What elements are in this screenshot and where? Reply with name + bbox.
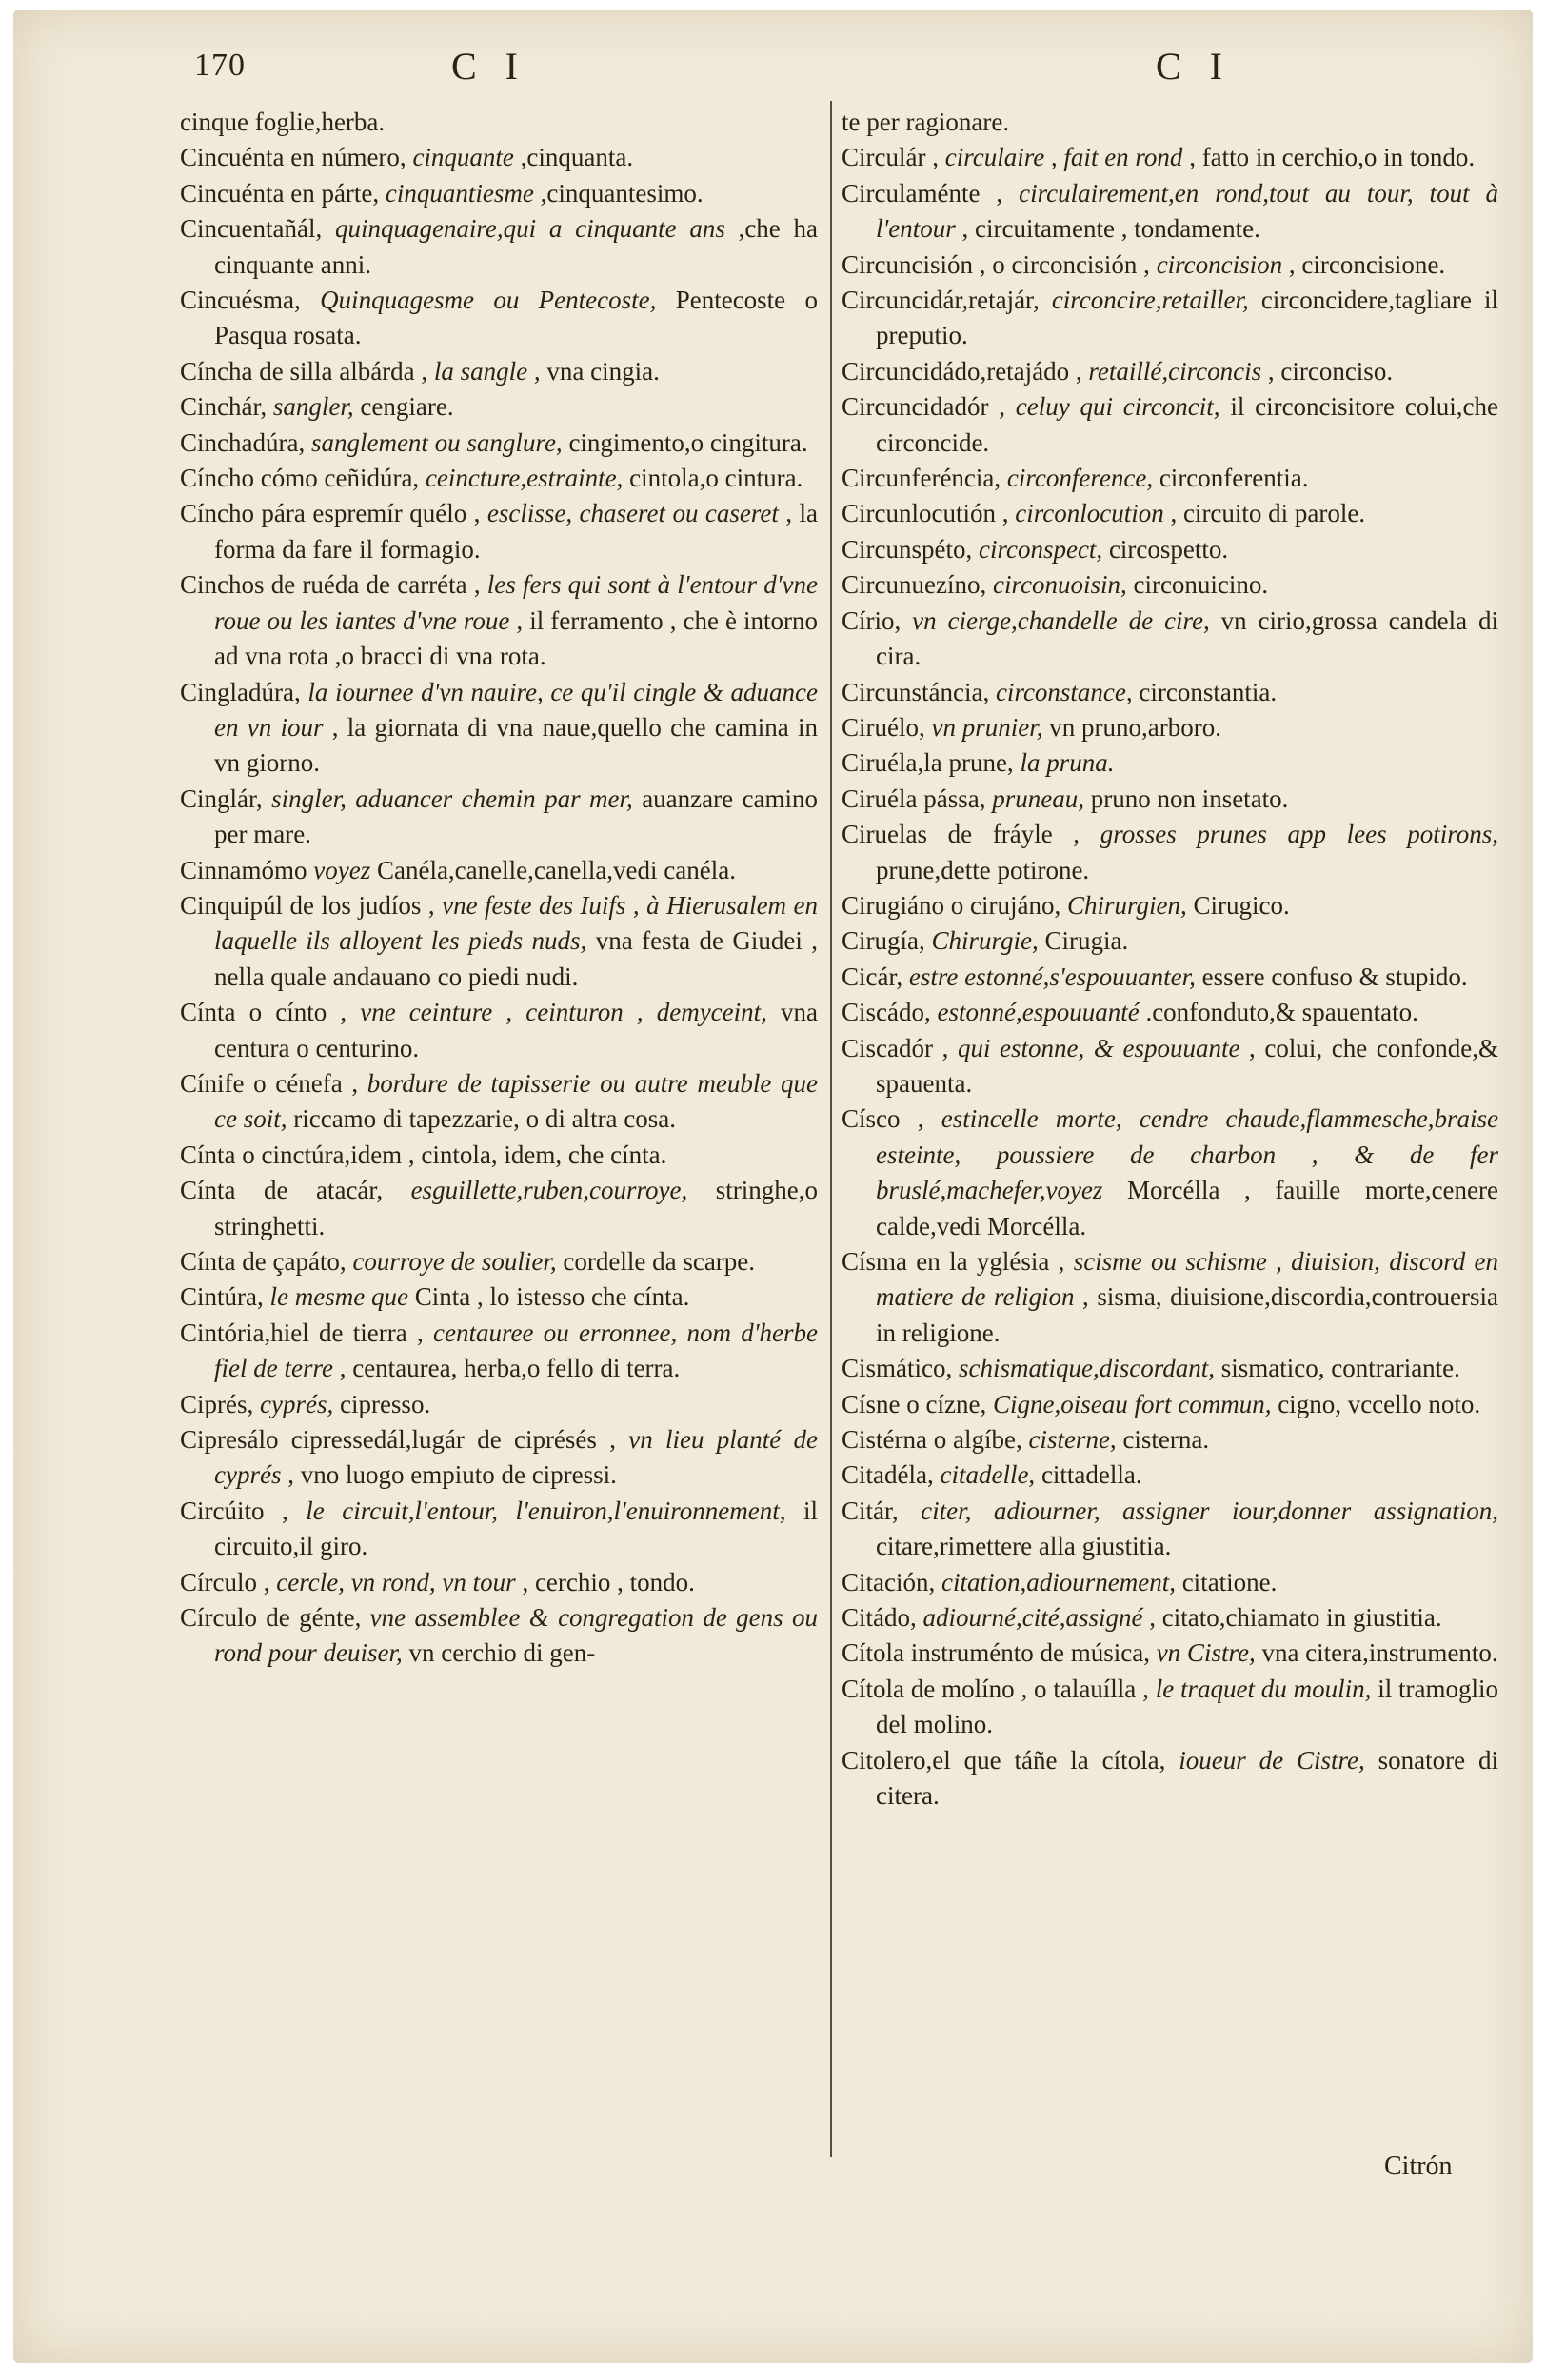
entry-headword: Cínta o cinctúra,idem , cintola, idem, che cínta. [180, 1140, 667, 1169]
entry-french: la iournee d'vn nauire, ce qu'il cingle & aduance en vn iour [214, 677, 818, 742]
entry-headword: Ciscádo, [842, 998, 931, 1027]
entry-french: vne assemblee & congregation de gens ou rond pour deuiser, [214, 1603, 818, 1668]
entry-headword: Cintúra, [180, 1282, 264, 1312]
entry-headword: Circulaménte , [842, 178, 1003, 208]
dictionary-entry [842, 389, 1498, 461]
dictionary-entry [842, 1351, 1498, 1386]
entry-italian: , circonciso. [1267, 356, 1394, 386]
entry-headword: Ciruéla pássa, [842, 783, 986, 813]
entry-italian: essere confuso & stupido. [1201, 962, 1468, 991]
entry-italian: , fatto in cerchio,o in tondo. [1189, 143, 1476, 172]
dictionary-entry [842, 1600, 1498, 1636]
dictionary-entry [842, 1636, 1498, 1671]
entry-french: circonspect, [978, 534, 1103, 564]
entry-italian: , colui, che confonde,& spauenta. [876, 1033, 1499, 1098]
entry-headword: Císma en la yglésia , [842, 1247, 1065, 1276]
dictionary-entry [180, 782, 818, 853]
entry-headword: Cincuentañál, [180, 214, 323, 244]
entry-headword: Circuncidádo,retajádo , [842, 356, 1082, 386]
entry-italian: , centaurea, herba,o fello di terra. [339, 1354, 681, 1383]
entry-italian: Pentecoste o Pasqua rosata. [214, 286, 818, 350]
entry-headword: Cíncha de silla albárda , [180, 356, 428, 386]
entry-italian: Cirugia. [1044, 926, 1129, 956]
entry-french: circonuoisin, [992, 570, 1127, 600]
entry-headword: Ciprés, [180, 1389, 254, 1418]
entry-french: scisme ou schisme , diuision, discord en matiere de religion [876, 1247, 1499, 1312]
left-column [180, 105, 818, 1672]
dictionary-entry [842, 1494, 1498, 1565]
entry-italian: cigno, vccello noto. [1278, 1389, 1481, 1418]
entry-italian: , circoncisione. [1288, 249, 1446, 279]
entry-french: singler, aduancer chemin par mer, [271, 783, 633, 813]
entry-french: celuy qui circoncit, [1015, 392, 1220, 422]
entry-italian: cittadella. [1041, 1460, 1142, 1490]
entry-french: Cigne,oiseau fort commun, [992, 1389, 1272, 1418]
dictionary-entry [842, 1387, 1498, 1422]
entry-french: vne ceinture , ceinturon , demyceint, [360, 998, 767, 1027]
entry-french: Chirurgie, [931, 926, 1039, 956]
entry-headword: Ciscadór , [842, 1033, 949, 1062]
dictionary-entry [842, 710, 1498, 745]
entry-headword: Cínta de çapáto, [180, 1247, 347, 1276]
entry-italian: ,cinquantesimo. [540, 178, 704, 208]
dictionary-entry [842, 1031, 1498, 1102]
dictionary-entry [842, 745, 1498, 781]
dictionary-page [13, 10, 1533, 2363]
entry-french: centauree ou erronnee, nom d'herbe fiel de terre [214, 1318, 819, 1383]
entry-headword: Circuncidadór , [842, 392, 1005, 422]
entry-french: sangler, [272, 392, 354, 422]
dictionary-entry [842, 888, 1498, 923]
entry-italian: vn pruno,arboro. [1049, 712, 1221, 742]
dictionary-entry [842, 1422, 1498, 1458]
entry-headword: Cítola instruménto de música, [842, 1638, 1150, 1668]
dictionary-entry [180, 888, 818, 995]
entry-headword: Citár, [842, 1496, 899, 1525]
dictionary-entry [842, 1743, 1498, 1815]
page-number: 170 [194, 48, 246, 83]
dictionary-entry [842, 1565, 1498, 1600]
entry-italian: vn cerchio di gen- [408, 1638, 596, 1668]
entry-italian: circospetto. [1108, 534, 1229, 564]
dictionary-entry [842, 461, 1498, 496]
entry-french: vn cierge,chandelle de cire, [912, 605, 1210, 635]
dictionary-entry [180, 675, 818, 782]
entry-headword: Cinglár, [180, 783, 263, 813]
dictionary-entry [180, 354, 818, 389]
entry-italian: circonuicino. [1133, 570, 1269, 600]
dictionary-entry [180, 1316, 818, 1387]
dictionary-entry [842, 960, 1498, 995]
entry-headword: Cinquipúl de los judíos , [180, 890, 435, 920]
entry-french: ceincture,estrainte, [425, 464, 624, 493]
entry-headword: Cíncho pára espremír quélo , [180, 499, 481, 528]
entry-french: Quinquagesme ou Pentecoste, [320, 286, 657, 315]
entry-headword: Ciruéla,la prune, [842, 748, 1014, 778]
entry-headword: Circuncisión , o circoncisión , [842, 249, 1150, 279]
dictionary-entry [180, 995, 818, 1066]
entry-headword: Cinchos de ruéda de carréta , [180, 570, 481, 600]
dictionary-entry [180, 1279, 818, 1315]
entry-italian: circoncidere,tagliare il preputio. [876, 286, 1499, 350]
entry-french: pruneau, [992, 783, 1084, 813]
entry-headword: Circuncidár,retajár, [842, 286, 1040, 315]
entry-italian: Cinta , lo istesso che cínta. [414, 1282, 690, 1312]
dictionary-entry [842, 1244, 1498, 1351]
entry-french: vne feste des Iuifs , à Hierusalem en laquelle ils alloyent les pieds nuds, [214, 890, 818, 956]
entry-italian: , vno luogo empiuto de cipressi. [287, 1460, 617, 1490]
dictionary-entry [180, 1138, 818, 1173]
entry-italian: , citato,chiamato in giustitia. [1149, 1603, 1442, 1633]
entry-italian: , cerchio , tondo. [522, 1567, 695, 1597]
dictionary-entry [180, 853, 818, 888]
dictionary-entry [180, 389, 818, 425]
entry-italian: auanzare camino per mare. [214, 783, 819, 849]
entry-french: estonné,espouuanté [937, 998, 1140, 1027]
entry-headword: Cincuénta en número, [180, 143, 406, 172]
dictionary-entry [180, 461, 818, 496]
entry-headword: Circunlocutión , [842, 499, 1009, 528]
entry-headword: Circunferéncia, [842, 464, 1001, 493]
dictionary-entry [842, 140, 1498, 175]
entry-italian: riccamo di tapezzarie, o di altra cosa. [293, 1104, 677, 1134]
dictionary-entry [180, 1422, 818, 1494]
entry-french: grosses prunes app lees potirons, [1100, 820, 1498, 849]
entry-french: circoncire,retailler, [1051, 286, 1249, 315]
entry-italian: sonatore di citera. [876, 1745, 1498, 1811]
entry-italian: , il ferramento , che è intorno ad vna rota ,o bracci di vna rota. [214, 605, 818, 671]
entry-french: esguillette,ruben,courroye, [410, 1176, 688, 1205]
entry-french: cinquante [412, 143, 514, 172]
dictionary-entry [842, 567, 1498, 603]
entry-french: vn lieu planté de cyprés [214, 1425, 819, 1490]
entry-headword: Cinchadúra, [180, 427, 306, 457]
entry-italian: vna festa de Giudei , nella quale andauano co piedi nudi. [214, 926, 819, 991]
entry-french: cyprés, [260, 1389, 334, 1418]
entry-italian: cingimento,o cingitura. [568, 427, 808, 457]
entry-italian: , la forma da fare il formagio. [214, 499, 819, 564]
entry-italian: vn cirio,grossa candela di cira. [876, 605, 1499, 671]
entry-headword: Cirugiáno o cirujáno, [842, 890, 1061, 920]
entry-italian: il circoncisitore colui,che circoncide. [876, 392, 1499, 457]
entry-french: les fers qui sont à l'entour d'vne roue ou les iantes d'vne roue [214, 570, 818, 635]
entry-headword: Circunspéto, [842, 534, 973, 564]
entry-italian: pruno non insetato. [1090, 783, 1289, 813]
entry-headword: te per ragionare. [842, 108, 1010, 136]
entry-french: circulaire , fait en rond [944, 143, 1183, 172]
entry-italian: vna cingia. [546, 356, 660, 386]
entry-italian: Morcélla , fauille morte,cenere calde,vedi Morcélla. [876, 1176, 1498, 1240]
dictionary-entry [842, 675, 1498, 710]
dictionary-entry [842, 923, 1498, 959]
dictionary-entry [180, 283, 818, 354]
entry-french: adiourné,cité,assigné [922, 1603, 1143, 1633]
entry-french: quinquagenaire,qui a cinquante ans [334, 214, 725, 244]
entry-headword: Circulár , [842, 143, 939, 172]
entry-headword: Círculo de génte, [180, 1603, 362, 1633]
entry-french: circonference, [1006, 464, 1154, 493]
dictionary-entry [180, 1387, 818, 1422]
entry-french: citer, adiourner, assigner iour,donner assignation, [921, 1496, 1499, 1525]
entry-italian: ,che ha cinquante anni. [214, 214, 819, 279]
entry-italian: prune,dette potirone. [876, 855, 1090, 884]
dictionary-entry [842, 1101, 1498, 1244]
entry-italian: , circuitamente , tondamente. [961, 214, 1260, 244]
entry-italian: citare,rimettere alla giustitia. [876, 1532, 1172, 1561]
entry-italian: cintola,o cintura. [629, 464, 803, 493]
dictionary-entry [180, 496, 818, 567]
entry-french: courroye de soulier, [352, 1247, 557, 1276]
entry-french: la pruna. [1020, 748, 1115, 778]
entry-french: circonstance, [995, 677, 1133, 706]
entry-italian: Canéla,canelle,canella,vedi canéla. [376, 855, 736, 884]
entry-headword: Cínta de atacár, [180, 1176, 384, 1205]
entry-headword: Cincuésma, [180, 286, 301, 315]
entry-french: estre estonné,s'espouuanter, [908, 962, 1196, 991]
entry-french: le mesme que [269, 1282, 408, 1312]
entry-italian: sismatico, contrariante. [1220, 1354, 1460, 1383]
dictionary-entry [180, 1173, 818, 1244]
entry-headword: Cinnamómo [180, 855, 307, 884]
entry-headword: Císne o cízne, [842, 1389, 987, 1418]
entry-italian: cisterna. [1122, 1425, 1210, 1455]
entry-french: circulairement,en rond,tout au tour, tout à l'entour [876, 178, 1499, 244]
entry-french: la sangle , [433, 356, 541, 386]
entry-italian: citatione. [1181, 1567, 1278, 1597]
dictionary-entry [180, 140, 818, 175]
entry-french: schismatique,discordant, [959, 1354, 1215, 1383]
entry-french: Chirurgien, [1066, 890, 1187, 920]
entry-italian: vna centura o centurino. [214, 998, 819, 1062]
dictionary-entry [842, 1672, 1498, 1743]
entry-italian: , circuito di parole. [1170, 499, 1366, 528]
dictionary-entry [180, 1494, 818, 1565]
entry-italian: cipresso. [339, 1389, 431, 1418]
dictionary-entry [180, 211, 818, 283]
entry-headword: Citación, [842, 1567, 936, 1597]
entry-french: cisterne, [1028, 1425, 1117, 1455]
entry-italian: ,cinquanta. [520, 143, 634, 172]
dictionary-entry [842, 354, 1498, 389]
entry-french: sanglement ou sanglure, [310, 427, 563, 457]
entry-headword: Cipresálo cipressedál,lugár de ciprésés , [180, 1425, 616, 1455]
entry-headword: Citadéla, [842, 1460, 934, 1490]
right-column [842, 105, 1498, 1815]
entry-italian: il tramoglio del molino. [876, 1674, 1499, 1739]
entry-italian: cengiare. [360, 392, 454, 422]
entry-french: bordure de tapisserie ou autre meuble que ce soit, [214, 1068, 818, 1134]
entry-headword: Cicár, [842, 962, 903, 991]
entry-headword: Citádo, [842, 1603, 917, 1633]
entry-italian: il circuito,il giro. [214, 1496, 818, 1561]
entry-french: esclisse, chaseret ou caseret [486, 499, 779, 528]
dictionary-entry [842, 817, 1498, 888]
entry-french: voyez [313, 855, 371, 884]
entry-headword: Circúito , [180, 1496, 288, 1525]
entry-french: le circuit,l'entour, l'enuiron,l'enuironnement, [306, 1496, 786, 1525]
entry-italian: circonferentia. [1159, 464, 1309, 493]
entry-headword: Círio, [842, 605, 902, 635]
entry-headword: Ciruelas de fráyle , [842, 820, 1080, 849]
entry-headword: Cismático, [842, 1354, 953, 1383]
entry-french: circonlocution [1015, 499, 1164, 528]
column-divider [830, 101, 832, 2157]
entry-italian: Cirugico. [1193, 890, 1290, 920]
dictionary-entry [180, 176, 818, 211]
entry-italian: circonstantia. [1139, 677, 1278, 706]
entry-french: cercle, vn rond, vn tour [276, 1567, 516, 1597]
dictionary-entry [842, 105, 1498, 140]
entry-french: citadelle, [940, 1460, 1036, 1490]
dictionary-entry [180, 105, 818, 140]
entry-italian: , sisma, diuisione,discordia,controuersia in religione. [876, 1282, 1499, 1347]
entry-french: vn Cistre, [1156, 1638, 1256, 1668]
entry-italian: cordelle da scarpe. [563, 1247, 756, 1276]
entry-headword: Cistérna o algíbe, [842, 1425, 1022, 1455]
dictionary-entry [842, 176, 1498, 248]
catchword: Citrón [1384, 2152, 1453, 2181]
dictionary-entry [180, 1066, 818, 1138]
dictionary-entry [842, 248, 1498, 283]
entry-headword: Ciruélo, [842, 712, 925, 742]
entry-french: circoncision [1156, 249, 1283, 279]
running-head-left: C I [451, 45, 527, 88]
entry-french: retaillé,circoncis [1088, 356, 1262, 386]
entry-headword: Circunstáncia, [842, 677, 990, 706]
entry-french: vn prunier, [931, 712, 1043, 742]
dictionary-entry [842, 604, 1498, 675]
dictionary-entry [842, 532, 1498, 567]
entry-headword: cinque foglie,herba. [180, 108, 386, 136]
entry-italian: vna citera,instrumento. [1261, 1638, 1498, 1668]
entry-italian: .confonduto,& spauentato. [1145, 998, 1418, 1027]
entry-italian: stringhe,o stringhetti. [214, 1176, 818, 1240]
entry-headword: Circunuezíno, [842, 570, 987, 600]
entry-french: citation,adiournement, [941, 1567, 1176, 1597]
entry-headword: Císco , [842, 1104, 924, 1134]
entry-headword: Cínta o cínto , [180, 998, 347, 1027]
dictionary-entry [180, 1600, 818, 1672]
entry-headword: Cingladúra, [180, 677, 301, 706]
entry-french: le traquet du moulin, [1155, 1674, 1372, 1703]
dictionary-entry [180, 567, 818, 674]
dictionary-entry [180, 1244, 818, 1279]
entry-headword: Cincuénta en párte, [180, 178, 380, 208]
dictionary-entry [842, 283, 1498, 354]
entry-french: estincelle morte, cendre chaude,flammesche,braise esteinte, poussiere de charbon , & de fer bruslé,machefer,voyez [876, 1104, 1498, 1205]
entry-headword: Cítola de molíno , o talauílla , [842, 1674, 1149, 1703]
entry-headword: Cinchár, [180, 392, 268, 422]
dictionary-entry [842, 1458, 1498, 1493]
entry-french: ioueur de Cistre, [1179, 1745, 1365, 1775]
entry-headword: Citolero,el que táñe la cítola, [842, 1745, 1166, 1775]
running-head-right: C I [1156, 45, 1232, 88]
entry-italian: , la giornata di vna naue,quello che camina in vn giorno. [214, 712, 818, 778]
entry-headword: Cínife o cénefa , [180, 1068, 359, 1098]
dictionary-entry [180, 426, 818, 461]
entry-headword: Círculo , [180, 1567, 270, 1597]
entry-headword: Cirugía, [842, 926, 925, 956]
entry-french: cinquantiesme [385, 178, 534, 208]
entry-headword: Cíncho cómo ceñidúra, [180, 464, 420, 493]
entry-french: qui estonne, & espouuante [957, 1033, 1240, 1062]
dictionary-entry [842, 496, 1498, 531]
entry-headword: Cintória,hiel de tierra , [180, 1318, 424, 1347]
dictionary-entry [842, 995, 1498, 1030]
dictionary-entry [842, 782, 1498, 817]
dictionary-entry [180, 1565, 818, 1600]
